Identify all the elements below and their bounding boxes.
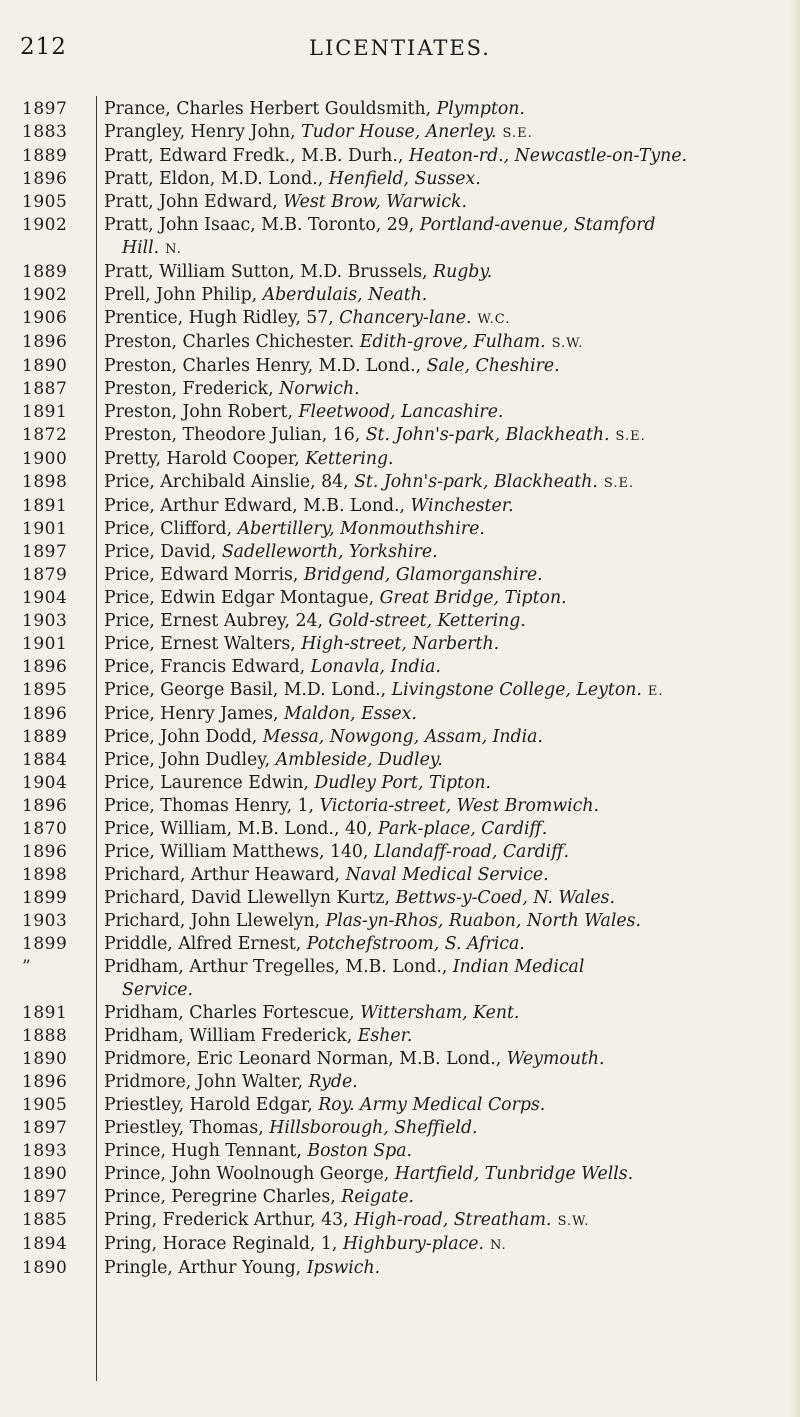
entry-text [104, 541, 776, 564]
entry-text [104, 772, 776, 795]
entry-address: Hillsborough, Sheffield. [269, 1118, 478, 1138]
list-item [0, 864, 800, 887]
entry-name: Price, William, M.B. Lond., 40, [104, 819, 373, 839]
entry-text [104, 1025, 776, 1048]
entry-text [104, 98, 776, 121]
entry-text [104, 471, 776, 495]
entry-text [104, 656, 776, 679]
entry-year: 1883 [22, 122, 68, 142]
list-item [0, 633, 800, 656]
entry-text [104, 703, 776, 726]
entry-postal-district: N. [490, 1238, 507, 1253]
entry-address: Chancery-lane. [339, 308, 472, 328]
entry-name: Pridham, Charles Fortescue, [104, 1003, 355, 1023]
page-edge-shadow [790, 0, 800, 1417]
entry-year: 1903 [22, 911, 68, 931]
entry-year: 1891 [22, 496, 68, 516]
list-item [0, 726, 800, 749]
entry-name: Pratt, Eldon, M.D. Lond., [104, 169, 324, 189]
list-item [0, 1048, 800, 1071]
entry-name: Pridham, Arthur Tregelles, M.B. Lond., [104, 957, 448, 977]
entry-year: 1897 [22, 542, 68, 562]
entry-year: 1889 [22, 727, 68, 747]
entry-address: Llandaff-road, Cardiff. [373, 842, 569, 862]
entry-year: 1903 [22, 611, 68, 631]
entry-year: 1872 [22, 425, 68, 445]
entry-year: 1896 [22, 169, 68, 189]
entry-text [104, 145, 776, 168]
list-item [0, 1140, 800, 1163]
list-item [0, 448, 800, 471]
entry-name: Prichard, John Llewelyn, [104, 911, 321, 931]
entry-address: Winchester. [410, 496, 514, 516]
entry-text [104, 401, 776, 424]
entry-name: Pringle, Arthur Young, [104, 1258, 302, 1278]
list-item [0, 1025, 800, 1048]
entry-text [104, 448, 776, 471]
entry-year: 1901 [22, 519, 68, 539]
entry-name: Prince, Peregrine Charles, [104, 1187, 336, 1207]
entry-text [104, 424, 776, 448]
entry-name: Priddle, Alfred Ernest, [104, 934, 302, 954]
list-item [0, 956, 800, 1002]
entry-name: Priestley, Thomas, [104, 1118, 264, 1138]
entry-text [104, 726, 776, 749]
entry-name: Price, George Basil, M.D. Lond., [104, 680, 387, 700]
entry-address: Wittersham, Kent. [360, 1003, 520, 1023]
entry-text [104, 518, 776, 541]
entry-text [104, 795, 776, 818]
entry-year: 1904 [22, 588, 68, 608]
entry-postal-district: S.E. [615, 429, 646, 444]
entry-year: 1897 [22, 99, 68, 119]
entry-year: 1902 [22, 215, 68, 235]
entry-text [104, 841, 776, 864]
entry-address: Esher. [357, 1026, 413, 1046]
entry-text [104, 610, 776, 633]
entry-text [104, 1071, 776, 1094]
entry-name: Preston, Frederick, [104, 379, 274, 399]
entry-address: Heaton-rd., Newcastle-on-Tyne. [408, 146, 688, 166]
entry-address-continued: Service. [122, 980, 194, 1000]
entry-text [104, 284, 776, 307]
entry-address: Great Bridge, Tipton. [379, 588, 567, 608]
entry-year: 1895 [22, 680, 68, 700]
entry-year: 1870 [22, 819, 68, 839]
list-item [0, 1209, 800, 1233]
entry-year: 1905 [22, 192, 68, 212]
entry-year: 1896 [22, 796, 68, 816]
entry-postal-district: S.E. [603, 476, 635, 491]
entry-year: 1897 [22, 1187, 68, 1207]
entry-text [104, 818, 776, 841]
entry-address: Ambleside, Dudley. [275, 750, 443, 770]
entry-address: Victoria-street, West Bromwich. [319, 796, 599, 816]
entry-address: Kettering. [305, 449, 394, 469]
entry-address: Aberdulais, Neath. [262, 285, 428, 305]
entry-name: Prince, John Woolnough George, [104, 1164, 390, 1184]
entry-text [104, 1163, 776, 1186]
entry-text [104, 355, 776, 378]
entry-address: Ipswich. [306, 1258, 381, 1278]
list-item [0, 214, 800, 261]
page-number: 212 [20, 34, 67, 60]
list-item [0, 1163, 800, 1186]
entry-name: Pridmore, John Walter, [104, 1072, 303, 1092]
list-item [0, 1094, 800, 1117]
entry-text [104, 887, 776, 910]
list-item [0, 933, 800, 956]
list-item [0, 749, 800, 772]
entry-name: Price, Edward Morris, [104, 565, 299, 585]
entry-year: 1891 [22, 1003, 68, 1023]
list-item [0, 378, 800, 401]
entry-name: Price, John Dudley, [104, 750, 271, 770]
entry-name: Price, Ernest Aubrey, 24, [104, 611, 323, 631]
entry-name: Price, Arthur Edward, M.B. Lond., [104, 496, 406, 516]
entry-address: Rugby. [433, 262, 493, 282]
entry-text [104, 1140, 776, 1163]
entry-address: Bettws-y-Coed, N. Wales. [395, 888, 615, 908]
list-item [0, 168, 800, 191]
entry-name: Price, David, [104, 542, 217, 562]
entry-year: 1891 [22, 402, 68, 422]
list-item [0, 191, 800, 214]
entry-address: Reigate. [341, 1187, 415, 1207]
entry-name: Pratt, Edward Fredk., M.B. Durh., [104, 146, 404, 166]
entry-address: High-road, Streatham. [354, 1210, 552, 1230]
entry-postal-district: S.E. [502, 126, 533, 141]
entry-name: Price, John Dodd, [104, 727, 258, 747]
list-item [0, 772, 800, 795]
entry-year: 1901 [22, 634, 68, 654]
entry-address: Park-place, Cardiff. [377, 819, 548, 839]
entry-year: 1896 [22, 842, 68, 862]
list-item [0, 145, 800, 168]
entry-address: Sadelleworth, Yorkshire. [221, 542, 438, 562]
entry-year: 1898 [22, 472, 68, 492]
entry-address: Portland-avenue, Stamford [419, 215, 656, 235]
list-item [0, 261, 800, 284]
list-item [0, 818, 800, 841]
entry-name: Pretty, Harold Cooper, [104, 449, 300, 469]
list-item [0, 1233, 800, 1257]
entry-address: Plas-yn-Rhos, Ruabon, North Wales. [325, 911, 641, 931]
entry-address: St. John's-park, Blackheath. [365, 425, 610, 445]
entry-text [104, 1186, 776, 1209]
entry-year: 1897 [22, 1118, 68, 1138]
entry-name: Prangley, Henry John, [104, 122, 296, 142]
list-item [0, 331, 800, 355]
list-item [0, 1071, 800, 1094]
entry-text [104, 307, 776, 331]
entry-address: Lonavla, India. [310, 657, 441, 677]
entry-name: Prichard, David Llewellyn Kurtz, [104, 888, 390, 908]
entry-name: Prentice, Hugh Ridley, 57, [104, 308, 334, 328]
list-item [0, 656, 800, 679]
entry-text [104, 331, 776, 355]
entry-name: Prichard, Arthur Heaward, [104, 865, 341, 885]
entry-name: Pratt, John Edward, [104, 192, 278, 212]
list-item [0, 355, 800, 378]
entry-name: Price, Francis Edward, [104, 657, 306, 677]
list-item [0, 541, 800, 564]
entry-text [104, 910, 776, 933]
entry-name: Preston, Charles Henry, M.D. Lond., [104, 356, 422, 376]
entry-text [104, 1002, 776, 1025]
licentiate-list [0, 98, 800, 1280]
entry-text [104, 587, 776, 610]
list-item [0, 424, 800, 448]
list-item [0, 795, 800, 818]
entry-name: Prince, Hugh Tennant, [104, 1141, 302, 1161]
entry-text [104, 378, 776, 401]
entry-text [104, 956, 776, 1002]
list-item [0, 471, 800, 495]
entry-year: 1887 [22, 379, 68, 399]
entry-text [104, 679, 776, 703]
entry-year: 1896 [22, 1072, 68, 1092]
entry-address: Potchefstroom, S. Africa. [306, 934, 525, 954]
entry-text [104, 864, 776, 887]
entry-year: 1893 [22, 1141, 68, 1161]
entry-year: 1879 [22, 565, 68, 585]
entry-postal-district: S.W. [557, 1214, 590, 1229]
entry-address-continued: Hill. [122, 238, 160, 258]
entry-text [104, 121, 776, 145]
entry-name: Pridmore, Eric Leonard Norman, M.B. Lond., [104, 1049, 502, 1069]
entry-year: 1905 [22, 1095, 68, 1115]
entry-address: Roy. Army Medical Corps. [318, 1095, 546, 1115]
entry-address: Gold-street, Kettering. [328, 611, 526, 631]
entry-name: Preston, Charles Chichester. [104, 332, 355, 352]
entry-text [104, 749, 776, 772]
entry-text [104, 1117, 776, 1140]
list-item [0, 401, 800, 424]
entry-year: 1904 [22, 773, 68, 793]
entry-year: 1899 [22, 934, 68, 954]
entry-address: Plympton. [436, 99, 525, 119]
entry-text [104, 564, 776, 587]
entry-name: Pratt, John Isaac, M.B. Toronto, 29, [104, 215, 415, 235]
entry-address: Tudor House, Anerley. [301, 122, 497, 142]
entry-year: 1890 [22, 1164, 68, 1184]
list-item [0, 679, 800, 703]
entry-year: 1896 [22, 704, 68, 724]
entry-name: Prell, John Philip, [104, 285, 258, 305]
entry-text [104, 1257, 776, 1280]
entry-year: 1896 [22, 332, 68, 352]
entry-text [104, 933, 776, 956]
entry-year: 1899 [22, 888, 68, 908]
entry-text [104, 495, 776, 518]
entry-name: Pring, Horace Reginald, 1, [104, 1234, 338, 1254]
list-item [0, 841, 800, 864]
entry-text [104, 191, 776, 214]
entry-year: 1890 [22, 1049, 68, 1069]
list-item [0, 1186, 800, 1209]
entry-name: Priestley, Harold Edgar, [104, 1095, 313, 1115]
entry-address: Hartfield, Tunbridge Wells. [394, 1164, 634, 1184]
entry-year: ” [22, 957, 32, 977]
entry-address: Highbury-place. [342, 1234, 484, 1254]
entry-address: Fleetwood, Lancashire. [298, 402, 504, 422]
entry-postal-district: E. [647, 684, 664, 699]
entry-address: Edith-grove, Fulham. [359, 332, 546, 352]
entry-text [104, 1233, 776, 1257]
entry-address: Messa, Nowgong, Assam, India. [262, 727, 543, 747]
list-item [0, 1117, 800, 1140]
entry-address: West Brow, Warwick. [283, 192, 468, 212]
entry-year: 1890 [22, 356, 68, 376]
entry-year: 1900 [22, 449, 68, 469]
entry-year: 1898 [22, 865, 68, 885]
entry-text [104, 168, 776, 191]
entry-address: High-street, Narberth. [301, 634, 500, 654]
entry-address: Norwich. [279, 379, 360, 399]
entry-text [104, 633, 776, 656]
entry-year: 1896 [22, 657, 68, 677]
entry-text [104, 1094, 776, 1117]
entry-address: Henfield, Sussex. [328, 169, 481, 189]
entry-text [104, 1209, 776, 1233]
entry-text [104, 1048, 776, 1071]
entry-address: Abertillery, Monmouthshire. [237, 519, 485, 539]
entry-address: Sale, Cheshire. [426, 356, 560, 376]
entry-year: 1902 [22, 285, 68, 305]
list-item [0, 703, 800, 726]
list-item [0, 518, 800, 541]
entry-address: Maldon, Essex. [283, 704, 417, 724]
entry-name: Price, William Matthews, 140, [104, 842, 369, 862]
running-title: LICENTIATES. [309, 36, 491, 60]
list-item [0, 495, 800, 518]
entry-year: 1889 [22, 262, 68, 282]
entry-continuation [104, 237, 776, 261]
entry-name: Pridham, William Frederick, [104, 1026, 353, 1046]
entry-address: Bridgend, Glamorganshire. [303, 565, 543, 585]
page-header [0, 34, 800, 68]
list-item [0, 284, 800, 307]
list-item [0, 564, 800, 587]
entry-text [104, 214, 776, 261]
entry-address: Weymouth. [506, 1049, 605, 1069]
entry-name: Price, Clifford, [104, 519, 233, 539]
list-item [0, 121, 800, 145]
entry-year: 1894 [22, 1234, 68, 1254]
entry-address: Livingstone College, Leyton. [391, 680, 642, 700]
entry-name: Prance, Charles Herbert Gouldsmith, [104, 99, 432, 119]
entry-address: Naval Medical Service. [345, 865, 549, 885]
entry-address: St. John's-park, Blackheath. [354, 472, 598, 492]
list-item [0, 587, 800, 610]
list-item [0, 610, 800, 633]
entry-name: Price, Henry James, [104, 704, 279, 724]
entry-year: 1884 [22, 750, 68, 770]
list-item [0, 98, 800, 121]
entry-name: Price, Archibald Ainslie, 84, [104, 472, 349, 492]
list-item [0, 910, 800, 933]
entry-year: 1885 [22, 1210, 68, 1230]
list-item [0, 887, 800, 910]
entry-name: Price, Ernest Walters, [104, 634, 296, 654]
entry-year: 1888 [22, 1026, 68, 1046]
entry-address: Boston Spa. [307, 1141, 413, 1161]
entry-name: Price, Thomas Henry, 1, [104, 796, 315, 816]
entry-text [104, 261, 776, 284]
entry-address: Dudley Port, Tipton. [314, 773, 492, 793]
entry-year: 1890 [22, 1258, 68, 1278]
entry-name: Pring, Frederick Arthur, 43, [104, 1210, 349, 1230]
list-item [0, 307, 800, 331]
entry-name: Pratt, William Sutton, M.D. Brussels, [104, 262, 428, 282]
entry-postal-district: W.C. [477, 312, 511, 327]
list-item [0, 1257, 800, 1280]
entry-name: Price, Laurence Edwin, [104, 773, 309, 793]
entry-year: 1889 [22, 146, 68, 166]
entry-name: Preston, Theodore Julian, 16, [104, 425, 361, 445]
entry-year: 1906 [22, 308, 68, 328]
entry-name: Price, Edwin Edgar Montague, [104, 588, 375, 608]
entry-postal-district: N. [165, 242, 182, 257]
entry-name: Preston, John Robert, [104, 402, 293, 422]
entry-address: Ryde. [308, 1072, 358, 1092]
entry-postal-district: S.W. [551, 336, 584, 351]
entry-continuation [104, 979, 776, 1002]
list-item [0, 1002, 800, 1025]
entry-address: Indian Medical [452, 957, 585, 977]
